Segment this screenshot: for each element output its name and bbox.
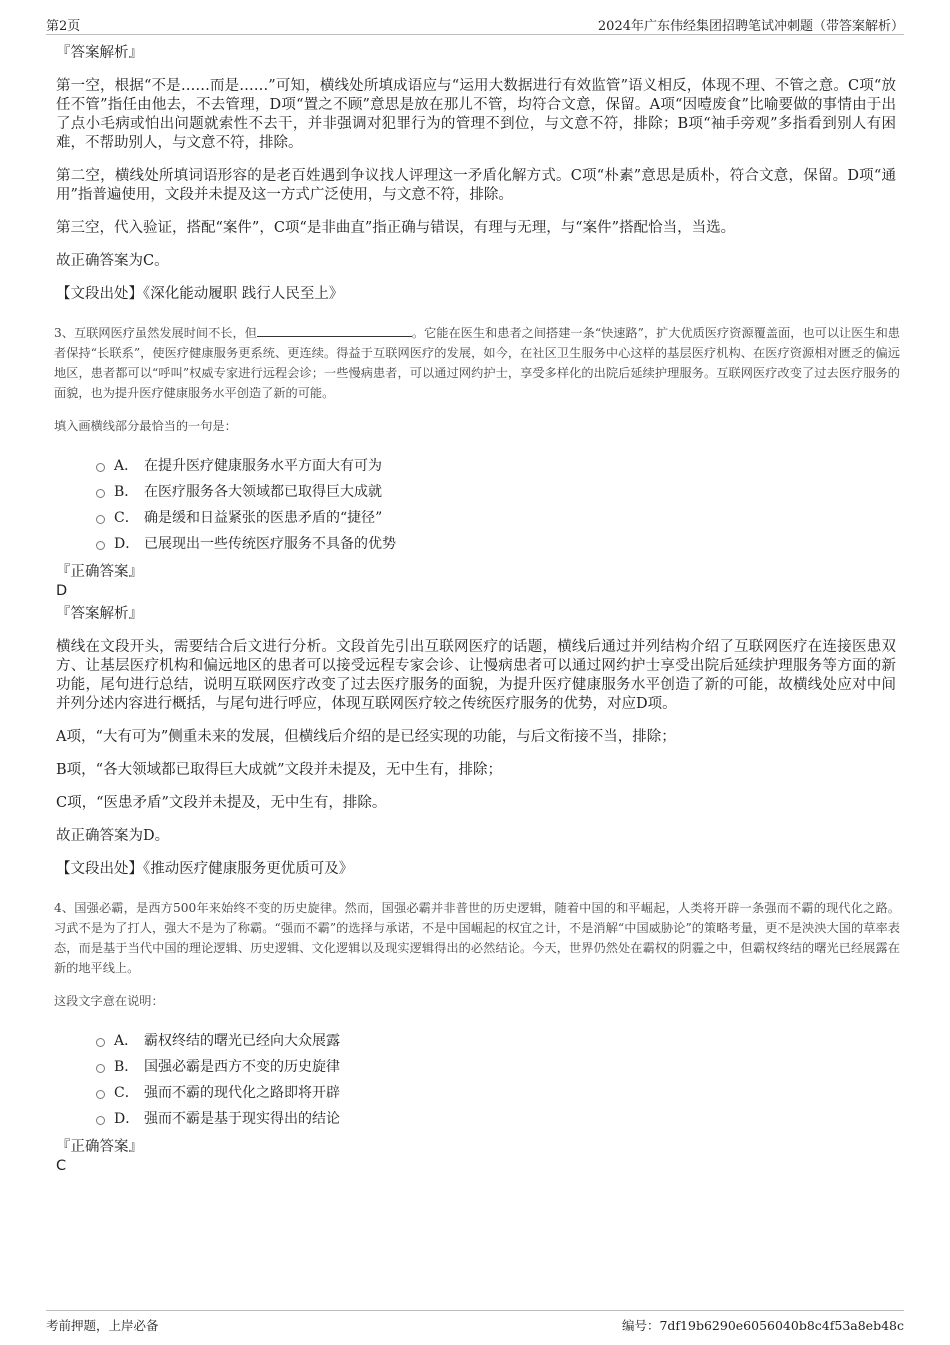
analysis-paragraph: 第一空，根据“不是……而是……”可知，横线处所填成语应与“运用大数据进行有效监管”语义相反，体现不理、不管之意。C项“放任不管”指任由他去，不去管理，D项“置之不顾”意思是放在那儿不管，均符合文意，保留。A项“因噎废食”比喻要做的事情由于出了点小毛病或怕出问题就索性不去干，并非强调对犯罪行为的管理不到位，与文意不符，排除；B项“袖手旁观”多指看到别人有困难，不帮助别人，与文意不符，排除。 — [56, 78, 896, 151]
option-text: 霸权终结的曙光已经向大众展露 — [144, 1033, 340, 1049]
option-b[interactable] — [96, 479, 896, 505]
option-letter: B． — [114, 1059, 139, 1075]
analysis-conclusion: 故正确答案为C。 — [56, 253, 169, 269]
option-d[interactable] — [96, 1106, 896, 1132]
analysis-paragraph: 横线在文段开头，需要结合后文进行分析。文段首先引出互联网医疗的话题，横线后通过并列结构介绍了互联网医疗在连接医患双方、让基层医疗机构和偏远地区的患者可以接受远程专家会诊、让慢病患者可以通过网约护士享受出院后延续护理服务等方面的新功能，尾句进行总结，说明互联网医疗改变了过去医疗服务的面貌，为提升医疗健康服务水平创造了新的可能，故横线处应对中间并列分述内容进行概括，与尾句进行呼应，体现互联网医疗较之传统医疗服务的优势，对应D项。 — [56, 639, 896, 712]
correct-answer: C — [56, 1158, 67, 1174]
option-letter: A． — [114, 1033, 139, 1049]
question-3-text — [54, 323, 900, 403]
question-text-end: 。它能在医生和患者之间搭建一条“快速路”，扩大优质医疗资源覆盖面，也可以让医生和患者保持“长联系”，使医疗健康服务更系统、更连续。得益于互联网医疗的发展，如今，在社区卫生服务中心这样的基层医疗机构、在医疗资源相对匮乏的偏远地区，患者都可以“呼叫”权威专家进行远程会诊；一些慢病患者，可以通过网约护士，享受多样化的出院后延续护理服务。互联网医疗改变了过去医疗服务的面貌，也为提升医疗健康服务水平创造了新的可能。 — [54, 326, 900, 400]
question-4-options — [96, 1028, 896, 1132]
option-letter: C． — [114, 1085, 139, 1101]
analysis-paragraph: 第三空，代入验证，搭配“案件”，C项“是非曲直”指正确与错误，有理与无理，与“案件”搭配恰当，当选。 — [56, 220, 736, 236]
option-letter: B． — [114, 484, 139, 500]
option-a[interactable] — [96, 1028, 896, 1054]
radio-button-icon[interactable] — [96, 1064, 105, 1073]
source-citation: 【文段出处】《推动医疗健康服务更优质可及》 — [56, 861, 354, 877]
option-b[interactable] — [96, 1054, 896, 1080]
radio-button-icon[interactable] — [96, 515, 105, 524]
option-text: 强而不霸的现代化之路即将开辟 — [144, 1085, 340, 1101]
option-text: 确是缓和日益紧张的医患矛盾的“捷径” — [144, 510, 383, 526]
analysis-label: 『答案解析』 — [56, 606, 143, 622]
option-text: 已展现出一些传统医疗服务不具备的优势 — [144, 536, 396, 552]
page-header — [46, 12, 904, 35]
correct-answer-label: 『正确答案』 — [56, 1139, 143, 1155]
option-text: 强而不霸是基于现实得出的结论 — [144, 1111, 340, 1127]
footer-slogan: 考前押题，上岸必备 — [46, 1318, 159, 1333]
option-letter: C． — [114, 510, 139, 526]
document-id: 编号：7df19b6290e6056040b8c4f53a8eb48c — [621, 1318, 904, 1333]
radio-button-icon[interactable] — [96, 463, 105, 472]
analysis-paragraph: 第二空，横线处所填词语形容的是老百姓遇到争议找人评理这一矛盾化解方式。C项“朴素”意思是质朴，符合文意，保留。D项“通用”指普遍使用，文段并未提及这一方式广泛使用，与文意不符，排除。 — [56, 168, 896, 203]
option-text: 在医疗服务各大领域都已取得巨大成就 — [144, 484, 382, 500]
option-text: 在提升医疗健康服务水平方面大有可为 — [144, 458, 382, 474]
option-letter: A． — [114, 458, 139, 474]
question-3-prompt: 填入画横线部分最恰当的一句是： — [54, 419, 237, 433]
option-letter: D． — [114, 1111, 140, 1127]
analysis-paragraph: C项，“医患矛盾”文段并未提及，无中生有，排除。 — [56, 795, 387, 811]
radio-button-icon[interactable] — [96, 489, 105, 498]
radio-button-icon[interactable] — [96, 1116, 105, 1125]
option-a[interactable] — [96, 453, 896, 479]
radio-button-icon[interactable] — [96, 541, 105, 550]
option-text: 国强必霸是西方不变的历史旋律 — [144, 1059, 340, 1075]
page-number: 第2页 — [46, 19, 81, 34]
page-content — [54, 44, 900, 1180]
analysis-paragraph: A项，“大有可为”侧重未来的发展，但横线后介绍的是已经实现的功能，与后文衔接不当，排除； — [56, 729, 676, 745]
source-citation: 【文段出处】《深化能动履职 践行人民至上》 — [56, 286, 344, 302]
option-c[interactable] — [96, 505, 896, 531]
question-text-start: 3、互联网医疗虽然发展时间不长，但 — [54, 326, 257, 340]
option-letter: D． — [114, 536, 140, 552]
radio-button-icon[interactable] — [96, 1038, 105, 1047]
question-4-prompt: 这段文字意在说明： — [54, 994, 164, 1008]
analysis-paragraph: B项，“各大领域都已取得巨大成就”文段并未提及，无中生有，排除； — [56, 762, 502, 778]
page-footer — [46, 1310, 904, 1333]
document-title: 2024年广东伟经集团招聘笔试冲刺题（带答案解析） — [597, 19, 904, 34]
analysis-label: 『答案解析』 — [56, 45, 143, 61]
correct-answer: D — [56, 583, 68, 599]
correct-answer-label: 『正确答案』 — [56, 564, 143, 580]
option-d[interactable] — [96, 531, 896, 557]
option-c[interactable] — [96, 1080, 896, 1106]
analysis-conclusion: 故正确答案为D。 — [56, 828, 170, 844]
radio-button-icon[interactable] — [96, 1090, 105, 1099]
fill-blank-line — [257, 324, 412, 337]
question-3-options — [96, 453, 896, 557]
question-4-text: 4、国强必霸，是西方500年来始终不变的历史旋律。然而，国强必霸并非普世的历史逻辑，随着中国的和平崛起，人类将开辟一条强而不霸的现代化之路。习武不是为了打人，强大不是为了称霸。“强而不霸”的选择与承诺，不是中国崛起的权宜之计，不是消解“中国威胁论”的策略考量，更不是泱泱大国的草率表态，而是基于当代中国的理论逻辑、历史逻辑、文化逻辑以及现实逻辑得出的必然结论。今天，世界仍然处在霸权的阴霾之中，但霸权终结的曙光已经展露在新的地平线上。 — [54, 901, 900, 975]
